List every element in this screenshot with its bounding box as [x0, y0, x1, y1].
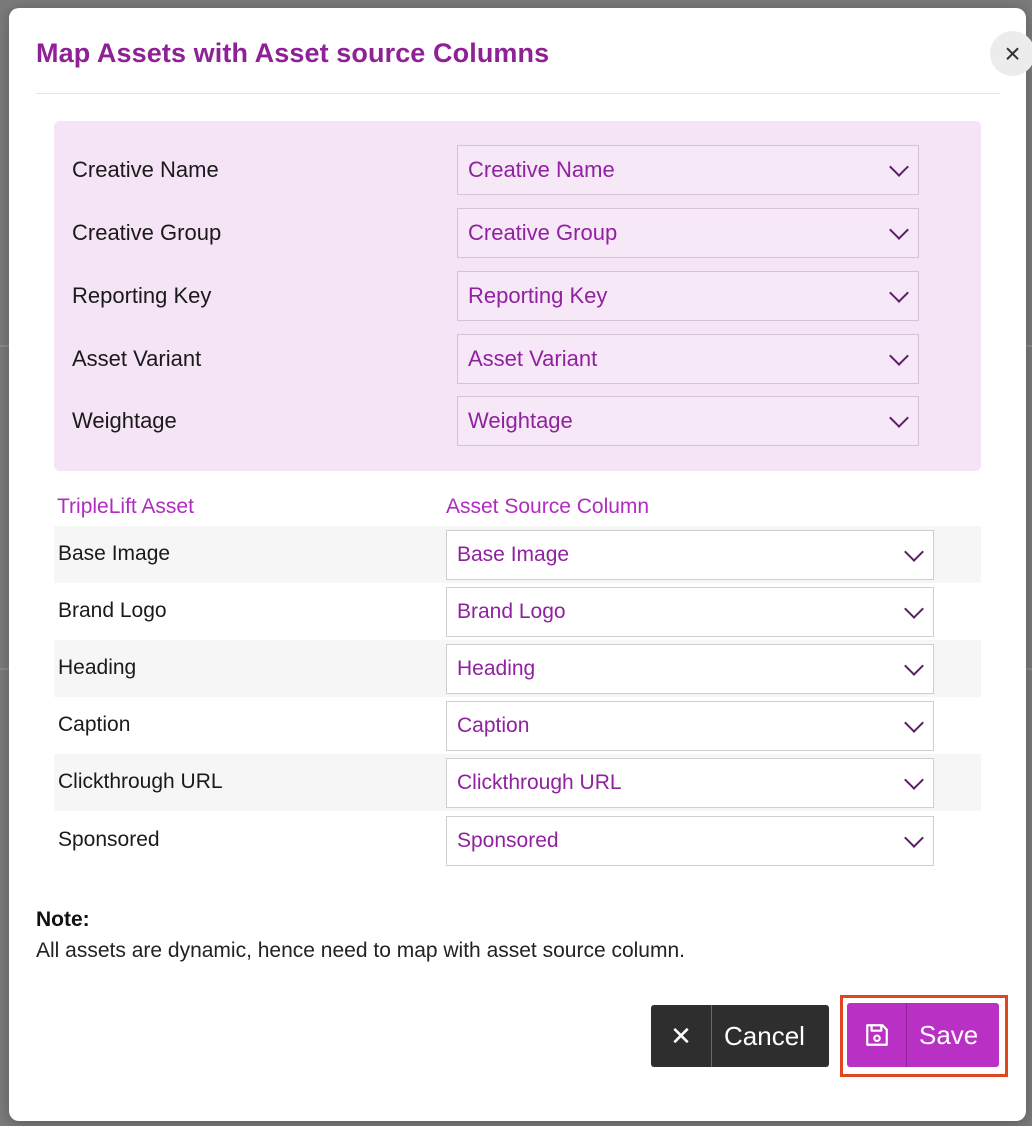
chevron-down-icon — [904, 713, 924, 733]
chevron-down-icon — [904, 599, 924, 619]
asset-label: Caption — [58, 713, 131, 736]
select-value: Reporting Key — [468, 283, 608, 308]
sponsored-select[interactable] — [446, 816, 934, 866]
field-label: Reporting Key — [72, 283, 212, 308]
close-icon: ✕ — [651, 1005, 712, 1067]
save-icon — [847, 1003, 907, 1067]
select-value: Base Image — [457, 543, 570, 566]
chevron-down-icon — [889, 220, 909, 240]
chevron-down-icon — [889, 157, 909, 177]
required-row-weightage — [54, 396, 981, 446]
select-value: Heading — [457, 657, 536, 680]
select-value: Weightage — [468, 408, 573, 433]
cancel-button[interactable] — [651, 1005, 829, 1067]
column-header-asset: TripleLift Asset — [57, 495, 194, 518]
required-row-creative-group — [54, 208, 981, 258]
asset-label: Sponsored — [58, 828, 160, 851]
background-divider — [0, 668, 9, 670]
table-row — [54, 640, 981, 697]
table-row — [54, 754, 981, 811]
select-value: Creative Name — [468, 157, 615, 182]
table-row — [54, 697, 981, 754]
select-value: Creative Group — [468, 220, 618, 245]
heading-select[interactable] — [446, 644, 934, 694]
base-image-select[interactable] — [446, 530, 934, 580]
map-assets-modal — [9, 8, 1026, 1121]
select-value: Caption — [457, 714, 530, 737]
chevron-down-icon — [904, 656, 924, 676]
table-row — [54, 812, 981, 869]
select-value: Brand Logo — [457, 600, 566, 623]
brand-logo-select[interactable] — [446, 587, 934, 637]
chevron-down-icon — [889, 408, 909, 428]
field-label: Asset Variant — [72, 346, 202, 371]
required-fields-panel — [54, 121, 981, 471]
save-label: Save — [919, 1019, 979, 1050]
background-divider — [1026, 345, 1032, 347]
note-title: Note: — [36, 908, 90, 931]
table-row — [54, 583, 981, 640]
chevron-down-icon — [889, 283, 909, 303]
asset-label: Brand Logo — [58, 599, 167, 622]
background-divider — [1026, 668, 1032, 670]
close-button[interactable] — [990, 31, 1032, 76]
cancel-label: Cancel — [724, 1020, 805, 1051]
modal-header — [36, 8, 1021, 94]
asset-label: Base Image — [58, 542, 171, 565]
creative-name-select[interactable] — [457, 145, 919, 195]
caption-select[interactable] — [446, 701, 934, 751]
asset-label: Heading — [58, 656, 137, 679]
chevron-down-icon — [904, 542, 924, 562]
required-row-reporting-key — [54, 271, 981, 321]
creative-group-select[interactable] — [457, 208, 919, 258]
select-value: Sponsored — [457, 829, 559, 852]
column-header-source: Asset Source Column — [446, 495, 650, 518]
chevron-down-icon — [889, 346, 909, 366]
clickthrough-url-select[interactable] — [446, 758, 934, 808]
select-value: Clickthrough URL — [457, 771, 622, 794]
chevron-down-icon — [904, 828, 924, 848]
close-icon: × — [1004, 37, 1021, 69]
weightage-select[interactable] — [457, 396, 919, 446]
required-row-asset-variant — [54, 334, 981, 384]
select-value: Asset Variant — [468, 346, 598, 371]
save-button[interactable] — [847, 1003, 999, 1067]
note-text: All assets are dynamic, hence need to map with asset source column. — [36, 939, 685, 962]
field-label: Creative Group — [72, 220, 222, 245]
chevron-down-icon — [904, 770, 924, 790]
table-row — [54, 526, 981, 583]
field-label: Creative Name — [72, 157, 219, 182]
field-label: Weightage — [72, 408, 177, 433]
modal-title: Map Assets with Asset source Columns — [36, 38, 550, 68]
required-row-creative-name — [54, 145, 981, 195]
background-divider — [0, 345, 9, 347]
reporting-key-select[interactable] — [457, 271, 919, 321]
asset-label: Clickthrough URL — [58, 770, 223, 793]
asset-variant-select[interactable] — [457, 334, 919, 384]
